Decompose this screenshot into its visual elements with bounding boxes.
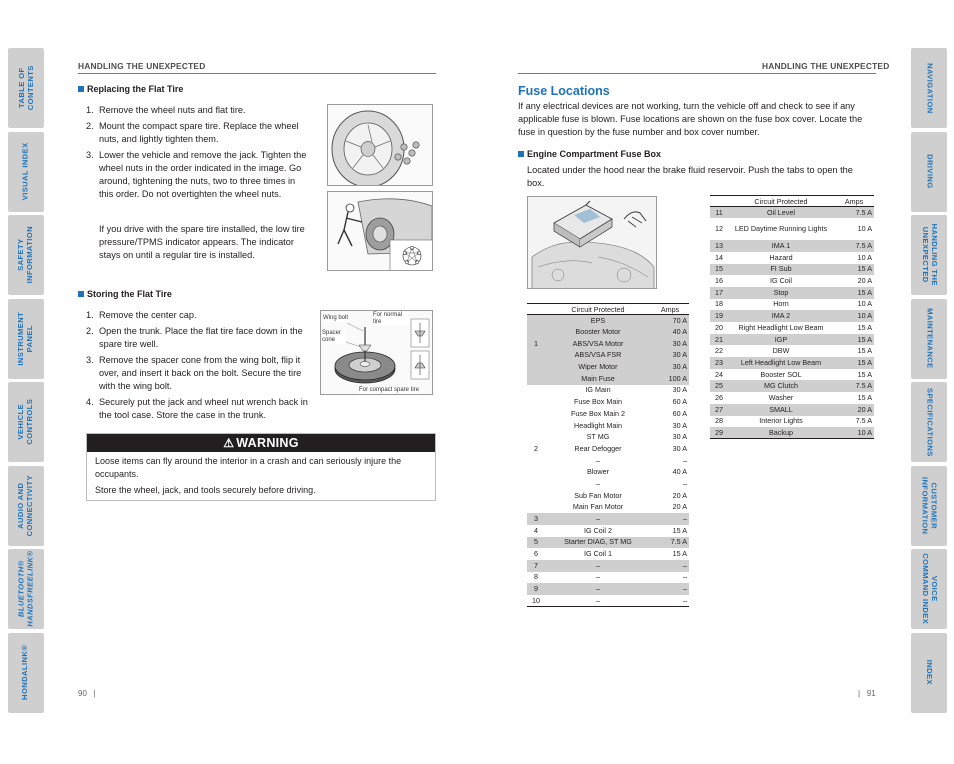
step-text: Mount the compact spare tire. Replace the wheel nuts, and lightly tighten them. (99, 121, 299, 144)
section-heading-storing (78, 289, 172, 299)
amps-cell: 7.5 A (834, 380, 874, 392)
warning-title-bar (87, 434, 435, 452)
fuse-number-cell (527, 502, 545, 514)
table-row (527, 572, 689, 584)
circuit-cell: Rear Defogger (574, 443, 622, 453)
square-bullet-icon (78, 86, 84, 92)
table-row (710, 275, 874, 287)
warning-line: Loose items can fly around the interior in a crash and can seriously injure the occupants. (95, 456, 402, 479)
storing-steps-list (86, 309, 308, 425)
fuse-number-cell: 27 (710, 404, 728, 416)
fuse-number-cell (527, 350, 545, 362)
amps-cell: 7.5 A (651, 537, 689, 549)
fuse-number-cell: 14 (715, 252, 723, 262)
header-rule-right (518, 73, 876, 74)
tab-index[interactable] (911, 633, 947, 713)
amps-cell: 20 A (672, 502, 687, 512)
label-spacer-cone: Spacer cone (322, 330, 346, 344)
amps-cell: – (651, 560, 689, 572)
fuse-number-cell: 9 (527, 583, 545, 595)
circuit-cell: Fuse Box Main 2 (571, 408, 625, 418)
header-cell: Circuit Protected (728, 196, 834, 207)
warning-line: Store the wheel, jack, and tools securely before driving. (95, 485, 316, 495)
tab-label: HANDLING THE UNEXPECTED (921, 223, 939, 287)
tab-visual-index[interactable] (8, 132, 44, 212)
circuit-cell: Hazard (769, 252, 793, 262)
fuse-number-cell: 28 (715, 416, 723, 426)
step-text: Remove the wheel nuts and flat tire. (99, 105, 246, 115)
circuit-cell: Booster Motor (545, 326, 651, 338)
amps-cell: 30 A (651, 350, 689, 362)
table-row (527, 326, 689, 338)
fuse-number-cell (527, 478, 545, 490)
replacing-steps-list (86, 104, 308, 204)
amps-cell: 10 A (834, 427, 874, 439)
page-number-value: 91 (866, 689, 876, 698)
tab-label: DRIVING (925, 154, 935, 189)
fuse-number-cell: 5 (527, 537, 545, 549)
heading-text: Engine Compartment Fuse Box (527, 149, 662, 159)
list-item (86, 120, 308, 146)
circuit-cell: Backup (728, 427, 834, 439)
fuse-number-cell: 21 (710, 334, 728, 346)
amps-cell: 15 A (834, 287, 874, 299)
table-row (710, 264, 874, 276)
list-item (86, 149, 308, 201)
circuit-cell: ABS/VSA FSR (545, 350, 651, 362)
circuit-cell: Fuse Box Main (574, 397, 622, 407)
circuit-cell: IMA 2 (728, 310, 834, 322)
amps-cell: 100 A (651, 373, 689, 385)
list-item (86, 354, 308, 393)
fuse-number-cell: 17 (710, 287, 728, 299)
tab-driving[interactable] (911, 132, 947, 212)
step-text: Lower the vehicle and remove the jack. Tighten the wheel nuts in the order indicated in the image. Go around, tightening the nuts, two to three times in this order. Do not overtighten the wheel nuts. (99, 150, 307, 199)
table-row (527, 548, 689, 560)
table-row (527, 583, 689, 595)
header-rule-left (78, 73, 436, 74)
circuit-cell: – (596, 455, 600, 465)
amps-cell: 60 A (672, 397, 687, 407)
circuit-cell: Interior Lights (759, 416, 803, 426)
page-number-left: 90 | (78, 689, 96, 698)
circuit-cell: Oil Level (728, 207, 834, 219)
circuit-cell: DBW (772, 346, 790, 356)
circuit-cell: FI Sub (728, 264, 834, 276)
step-number: 1. (86, 105, 94, 115)
circuit-cell: ABS/VSA Motor (545, 338, 651, 350)
table-row (527, 525, 689, 537)
tab-label: TABLE OF CONTENTS (16, 65, 34, 111)
table-row (710, 218, 874, 240)
table-row (710, 240, 874, 252)
circuit-cell: – (545, 595, 651, 607)
lower-jack-illustration (327, 191, 433, 271)
fuse-number-cell: 18 (715, 299, 723, 309)
fuse-number-cell (527, 326, 545, 338)
step-text: Open the trunk. Place the flat tire face down in the spare tire well. (99, 326, 303, 349)
circuit-cell: MG Clutch (728, 380, 834, 392)
tab-label: MAINTENANCE (925, 308, 935, 369)
section-heading-replacing (78, 84, 183, 94)
section-heading-engine-fuse-box (518, 149, 661, 159)
table-row (527, 513, 689, 525)
heading-text: Storing the Flat Tire (87, 289, 172, 299)
table-row (527, 560, 689, 572)
tab-label: CUSTOMER INFORMATION (921, 476, 939, 535)
circuit-cell: EPS (545, 315, 651, 327)
amps-cell: 10 A (834, 310, 874, 322)
header-cell (527, 304, 545, 315)
circuit-cell: IG Main (585, 385, 611, 395)
table-row (527, 537, 689, 549)
fuse-number-cell (527, 408, 545, 420)
amps-cell: 15 A (672, 525, 687, 535)
fuse-number-cell: 1 (527, 338, 545, 350)
tab-instrument-panel[interactable] (8, 299, 44, 379)
step-number: 3. (86, 150, 94, 160)
fuse-table-1 (527, 303, 689, 607)
warning-title: WARNING (236, 436, 299, 450)
fuse-number-cell: 25 (710, 380, 728, 392)
fuse-number-cell (527, 455, 545, 467)
table-row (710, 287, 874, 299)
left-section-tabs (8, 48, 44, 716)
fuse-number-cell: 19 (710, 310, 728, 322)
amps-cell: 30 A (672, 443, 687, 453)
wheel-nuts-illustration (327, 104, 433, 186)
amps-cell: 15 A (834, 357, 874, 369)
fuse-number-cell: 12 (715, 224, 723, 234)
page-title: Fuse Locations (518, 84, 610, 98)
fuse-number-cell: 2 (534, 443, 538, 453)
tab-label: SAFETY INFORMATION (16, 226, 35, 284)
engine-compartment-illustration (527, 196, 657, 289)
fuse-number-cell: 26 (715, 392, 723, 402)
fuse-number-cell (527, 396, 545, 408)
header-cell: Circuit Protected (545, 304, 651, 315)
tab-label: AUDIO AND CONNECTIVITY (16, 474, 34, 537)
step-number: 4. (86, 397, 94, 407)
square-bullet-icon (78, 291, 84, 297)
running-head-right: HANDLING THE UNEXPECTED (762, 61, 890, 71)
amps-cell: 20 A (672, 490, 687, 500)
fuse-number-cell: 15 (710, 264, 728, 276)
amps-cell: 60 A (672, 408, 687, 418)
tab-label: VOICE COMMAND INDEX (921, 553, 939, 625)
circuit-cell: LED Daytime Running Lights (734, 224, 828, 234)
circuit-cell: – (596, 478, 600, 488)
tab-table-of-contents[interactable] (8, 48, 44, 128)
fuse-table-2 (710, 195, 874, 439)
fuse-number-cell: 24 (715, 369, 723, 379)
table-row (710, 299, 874, 311)
table-row (710, 369, 874, 381)
amps-cell: 30 A (672, 420, 687, 430)
circuit-cell: Stop (728, 287, 834, 299)
tab-safety-information[interactable] (8, 215, 44, 295)
table-row (527, 455, 689, 467)
step-text: Securely put the jack and wheel nut wrench back in the tool case. Store the case in the trunk. (99, 397, 308, 420)
fuse-number-cell: 16 (715, 276, 723, 286)
table-row (527, 443, 689, 455)
table-row (710, 404, 874, 416)
amps-cell: 15 A (857, 322, 872, 332)
fuse-number-cell (527, 361, 545, 373)
circuit-cell: Washer (768, 392, 794, 402)
amps-cell: 15 A (857, 392, 872, 402)
label-for-normal-tire: For normal tire (373, 312, 409, 326)
square-bullet-icon (518, 151, 524, 157)
heading-text: Replacing the Flat Tire (87, 84, 184, 94)
table-row (710, 357, 874, 369)
header-cell (710, 196, 728, 207)
table-row (710, 380, 874, 392)
header-cell: Amps (651, 304, 689, 315)
circuit-cell: Starter DIAG, ST MG (545, 537, 651, 549)
amps-cell: 15 A (857, 346, 872, 356)
fuse-number-cell: 7 (527, 560, 545, 572)
table-row (527, 338, 689, 350)
circuit-cell: – (545, 560, 651, 572)
table-row (527, 315, 689, 327)
amps-cell: 15 A (834, 334, 874, 346)
table-row (527, 420, 689, 432)
amps-cell: 40 A (672, 467, 687, 477)
amps-cell: 40 A (651, 326, 689, 338)
tab-vehicle-controls[interactable] (8, 382, 44, 462)
intro-paragraph: If any electrical devices are not working, turn the vehicle off and check to see if any applicable fuse is blown. Fuse locations are shown on the fuse box cover. Locate the fuse in question by the fuse number and box cover number. (518, 101, 863, 137)
amps-cell: – (651, 513, 689, 525)
circuit-cell: IMA 1 (728, 240, 834, 252)
fuse-box-location-text: Located under the hood near the brake fluid reservoir. Push the tabs to open the box. (527, 165, 853, 188)
amps-cell: – (683, 455, 687, 465)
label-wing-bolt: Wing bolt (323, 315, 349, 321)
circuit-cell: Left Headlight Low Beam (728, 357, 834, 369)
circuit-cell: Blower (587, 467, 609, 477)
amps-cell: 15 A (672, 549, 687, 559)
tab-label: INDEX (925, 659, 935, 686)
fuse-number-cell (527, 385, 545, 397)
fuse-number-cell: 11 (710, 207, 728, 219)
table-row (710, 310, 874, 322)
amps-cell: 30 A (651, 338, 689, 350)
circuit-cell: Main Fan Motor (572, 502, 624, 512)
fuse-number-cell (527, 315, 545, 327)
circuit-cell: Booster SOL (760, 369, 802, 379)
amps-cell: 30 A (672, 432, 687, 442)
fuse-number-cell: 10 (527, 595, 545, 607)
fuse-number-cell (527, 466, 545, 478)
circuit-cell: – (545, 583, 651, 595)
circuit-cell: – (596, 572, 600, 582)
fuse-number-cell: 23 (710, 357, 728, 369)
fuse-number-cell: 3 (527, 513, 545, 525)
table-row (527, 350, 689, 362)
tab-audio-connectivity[interactable] (8, 466, 44, 546)
running-head-left: HANDLING THE UNEXPECTED (78, 61, 206, 71)
fuse-number-cell: 8 (534, 572, 538, 582)
tab-specifications[interactable] (911, 382, 947, 462)
circuit-cell: ST MG (586, 432, 610, 442)
step-number: 3. (86, 355, 94, 365)
step-text: Remove the spacer cone from the wing bolt, flip it over, and insert it back on the bolt. Secure the tire with the wing bolt. (99, 355, 302, 391)
tab-label: VISUAL INDEX (20, 142, 30, 201)
circuit-cell: Right Headlight Low Beam (738, 322, 824, 332)
table-row (527, 396, 689, 408)
amps-cell: – (683, 478, 687, 488)
fuse-number-cell: 22 (715, 346, 723, 356)
tab-handling-the-unexpected[interactable] (911, 215, 947, 295)
fuse-number-cell: 29 (710, 427, 728, 439)
fuse-number-cell: 6 (534, 549, 538, 559)
amps-cell: 70 A (651, 315, 689, 327)
warning-triangle-icon: ⚠ (223, 436, 235, 450)
amps-cell: 20 A (857, 276, 872, 286)
spare-tire-storage-illustration (320, 310, 433, 395)
tab-label: INSTRUMENT PANEL (16, 311, 34, 366)
table-row (527, 431, 689, 443)
table-row (527, 361, 689, 373)
table-row (527, 385, 689, 397)
page-number-right: | 91 (858, 689, 876, 698)
label-for-compact-spare: For compact spare tire (359, 387, 420, 393)
circuit-cell: – (545, 513, 651, 525)
amps-cell: 30 A (651, 361, 689, 373)
fuse-number-cell (527, 373, 545, 385)
list-item (86, 396, 308, 422)
step-number: 2. (86, 326, 94, 336)
amps-cell: 10 A (857, 224, 872, 234)
list-item (86, 309, 308, 322)
circuit-cell: Horn (773, 299, 789, 309)
amps-cell: 10 A (857, 252, 872, 262)
tab-label: NAVIGATION (925, 62, 935, 114)
table-row (710, 416, 874, 428)
amps-cell: 7.5 A (855, 416, 872, 426)
circuit-cell: Main Fuse (545, 373, 651, 385)
tab-voice-command-index[interactable] (911, 549, 947, 629)
table-row (710, 392, 874, 404)
amps-cell: 15 A (857, 369, 872, 379)
amps-cell: 7.5 A (834, 240, 874, 252)
step-text: Remove the center cap. (99, 310, 197, 320)
tpms-note: If you drive with the spare tire installed, the low tire pressure/TPMS indicator appears. The indicator stays on until a regular tire is installed. (99, 224, 305, 260)
table-row (527, 595, 689, 607)
tab-navigation[interactable] (911, 48, 947, 128)
fuse-number-cell: 4 (534, 525, 538, 535)
tab-label: SPECIFICATIONS (925, 387, 935, 457)
tab-hondalink[interactable] (8, 633, 44, 713)
table-row (710, 334, 874, 346)
table-header-row (527, 304, 689, 315)
amps-cell: – (683, 572, 687, 582)
fuse-number-cell: 20 (715, 322, 723, 332)
circuit-cell: IG Coil (770, 276, 792, 286)
fuse-table-2-body (710, 207, 874, 439)
circuit-cell: IGP (728, 334, 834, 346)
right-section-tabs (911, 48, 947, 716)
header-cell: Amps (834, 196, 874, 207)
table-row (527, 490, 689, 502)
list-item (86, 325, 308, 351)
circuit-cell: Wiper Motor (545, 361, 651, 373)
table-row (710, 207, 874, 219)
circuit-cell: IG Coil 1 (584, 549, 612, 559)
tab-label: HONDALINK® (20, 644, 30, 701)
circuit-cell: SMALL (728, 404, 834, 416)
table-row (710, 427, 874, 439)
fuse-number-cell (527, 431, 545, 443)
table-row (710, 252, 874, 264)
table-row (527, 466, 689, 478)
table-header-row (710, 196, 874, 207)
warning-box (86, 433, 436, 501)
table-row (527, 478, 689, 490)
step-number: 1. (86, 310, 94, 320)
table-row (527, 373, 689, 385)
fuse-number-cell: 13 (710, 240, 728, 252)
amps-cell: 10 A (857, 299, 872, 309)
circuit-cell: Sub Fan Motor (574, 490, 622, 500)
table-row (710, 345, 874, 357)
tab-maintenance[interactable] (911, 299, 947, 379)
fuse-number-cell (527, 420, 545, 432)
table-row (527, 408, 689, 420)
amps-cell: – (651, 595, 689, 607)
tab-label: VEHICLE CONTROLS (16, 399, 34, 445)
fuse-number-cell (527, 490, 545, 502)
amps-cell: – (651, 583, 689, 595)
circuit-cell: Headlight Main (574, 420, 622, 430)
tab-bluetooth-handsfreelink[interactable] (8, 549, 44, 629)
amps-cell: 20 A (834, 404, 874, 416)
table-row (527, 502, 689, 514)
page-number-value: 90 (78, 689, 87, 698)
step-number: 2. (86, 121, 94, 131)
amps-cell: 15 A (834, 264, 874, 276)
circuit-cell: IG Coil 2 (584, 525, 612, 535)
list-item (86, 104, 308, 117)
table-row (710, 322, 874, 334)
amps-cell: 30 A (672, 385, 687, 395)
amps-cell: 7.5 A (834, 207, 874, 219)
tab-customer-information[interactable] (911, 466, 947, 546)
tab-label: BLUETOOTH® HANDSFREELINK® (16, 550, 35, 628)
fuse-table-1-body (527, 315, 689, 607)
